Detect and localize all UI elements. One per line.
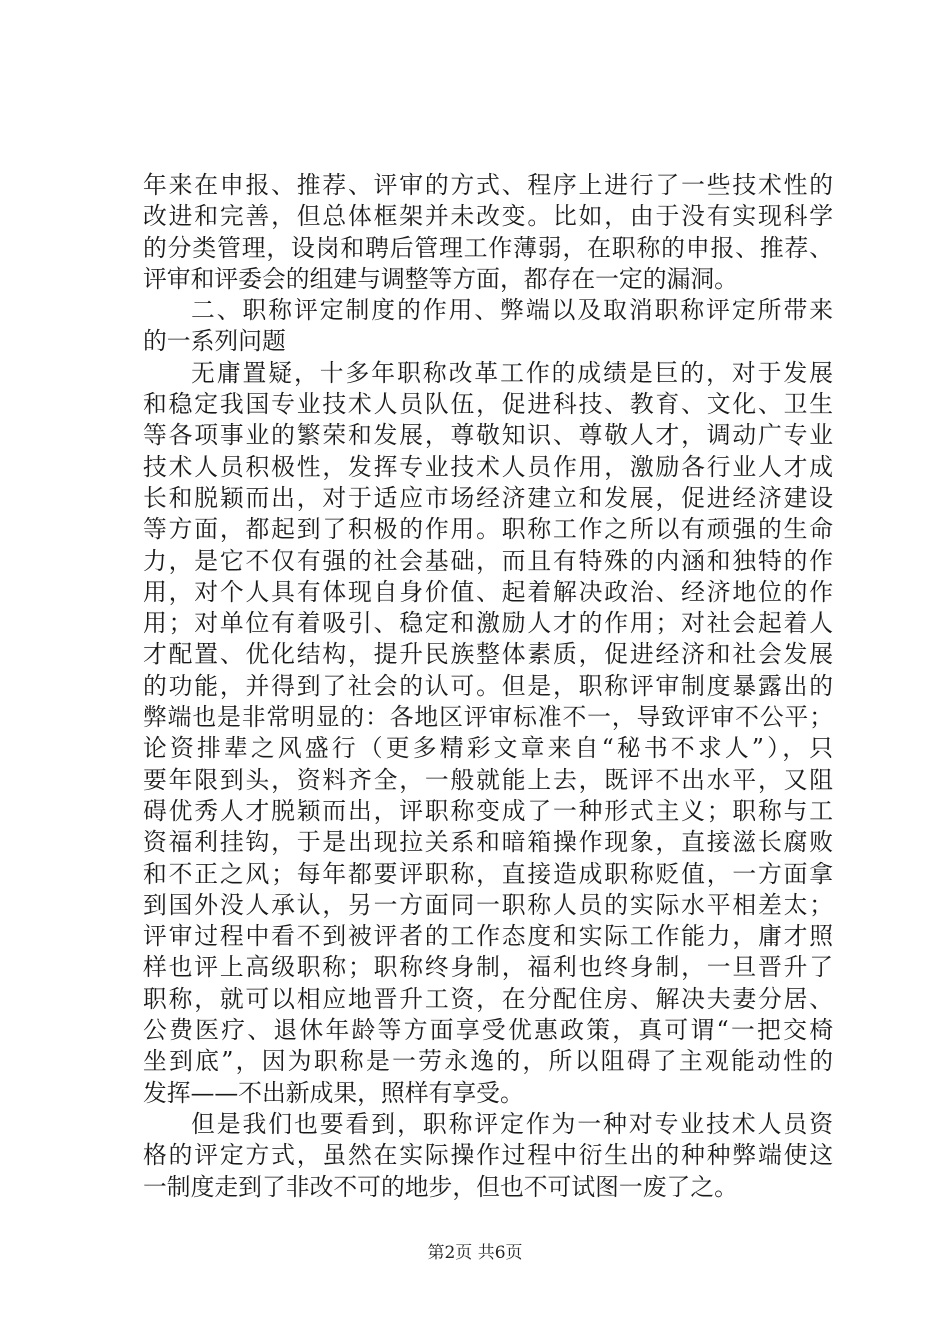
text-line: 评审过程中看不到被评者的工作态度和实际工作能力，庸才照 (143, 922, 833, 951)
text-line: 资福利挂钩，于是出现拉关系和暗箱操作现象，直接滋长腐败 (143, 828, 833, 857)
text-line: 的功能，并得到了社会的认可。但是，职称评审制度暴露出的 (143, 671, 833, 700)
text-line: 用；对单位有着吸引、稳定和激励人才的作用；对社会起着人 (143, 609, 833, 638)
text-line: 弊端也是非常明显的：各地区评审标准不一，导致评审不公平； (143, 703, 833, 732)
text-line: 力，是它不仅有强的社会基础，而且有特殊的内涵和独特的作 (143, 546, 833, 575)
text-line: 才配置、优化结构，提升民族整体素质，促进经济和社会发展 (143, 640, 833, 669)
text-line: 无庸置疑，十多年职称改革工作的成绩是巨的，对于发展 (191, 358, 833, 387)
text-line: 等方面，都起到了积极的作用。职称工作之所以有顽强的生命 (143, 515, 833, 544)
body-text (143, 170, 833, 1203)
text-line: 职称，就可以相应地晋升工资，在分配住房、解决夫妻分居、 (143, 984, 833, 1013)
text-line: 坐到底”，因为职称是一劳永逸的，所以阻碍了主观能动性的 (143, 1047, 833, 1076)
text-line: 的分类管理，设岗和聘后管理工作薄弱，在职称的申报、推荐、 (143, 233, 833, 262)
text-line: 年来在申报、推荐、评审的方式、程序上进行了一些技术性的 (143, 171, 833, 199)
text-line: 发挥——不出新成果，照样有享受。 (143, 1078, 524, 1107)
text-line: 要年限到头，资料齐全，一般就能上去，既评不出水平，又阻 (143, 765, 833, 794)
text-line: 样也评上高级职称；职称终身制，福利也终身制，一旦晋升了 (143, 953, 833, 982)
text-line: 公费医疗、退休年龄等方面享受优惠政策，真可谓“一把交椅 (143, 1016, 833, 1045)
text-line: 二、职称评定制度的作用、弊端以及取消职称评定所带来 (191, 296, 833, 325)
text-line: 改进和完善，但总体框架并未改变。比如，由于没有实现科学 (143, 202, 833, 231)
text-line: 技术人员积极性，发挥专业技术人员作用，激励各行业人才成 (143, 452, 833, 481)
text-line: 但是我们也要看到，职称评定作为一种对专业技术人员资 (191, 1109, 833, 1138)
text-line: 到国外没人承认，另一方面同一职称人员的实际水平相差太； (143, 890, 833, 919)
text-line: 的一系列问题 (143, 327, 286, 356)
text-line: 格的评定方式，虽然在实际操作过程中衍生出的种种弊端使这 (143, 1141, 833, 1170)
page-footer: 第2页 共6页 (427, 1243, 523, 1263)
text-line: 评审和评委会的组建与调整等方面，都存在一定的漏洞。 (143, 264, 738, 293)
text-line: 论资排辈之风盛行（更多精彩文章来自“秘书不求人”），只 (143, 734, 833, 763)
text-line: 一制度走到了非改不可的地步，但也不可试图一废了之。 (143, 1172, 738, 1201)
text-line: 和不正之风；每年都要评职称，直接造成职称贬值，一方面拿 (143, 859, 833, 888)
text-line: 长和脱颖而出，对于适应市场经济建立和发展，促进经济建设 (143, 483, 833, 512)
text-line: 等各项事业的繁荣和发展，尊敬知识、尊敬人才，调动广专业 (143, 421, 833, 450)
text-line: 和稳定我国专业技术人员队伍，促进科技、教育、文化、卫生 (143, 390, 833, 419)
text-line: 用，对个人具有体现自身价值、起着解决政治、经济地位的作 (143, 577, 833, 606)
text-line: 碍优秀人才脱颖而出，评职称变成了一种形式主义；职称与工 (143, 796, 833, 825)
